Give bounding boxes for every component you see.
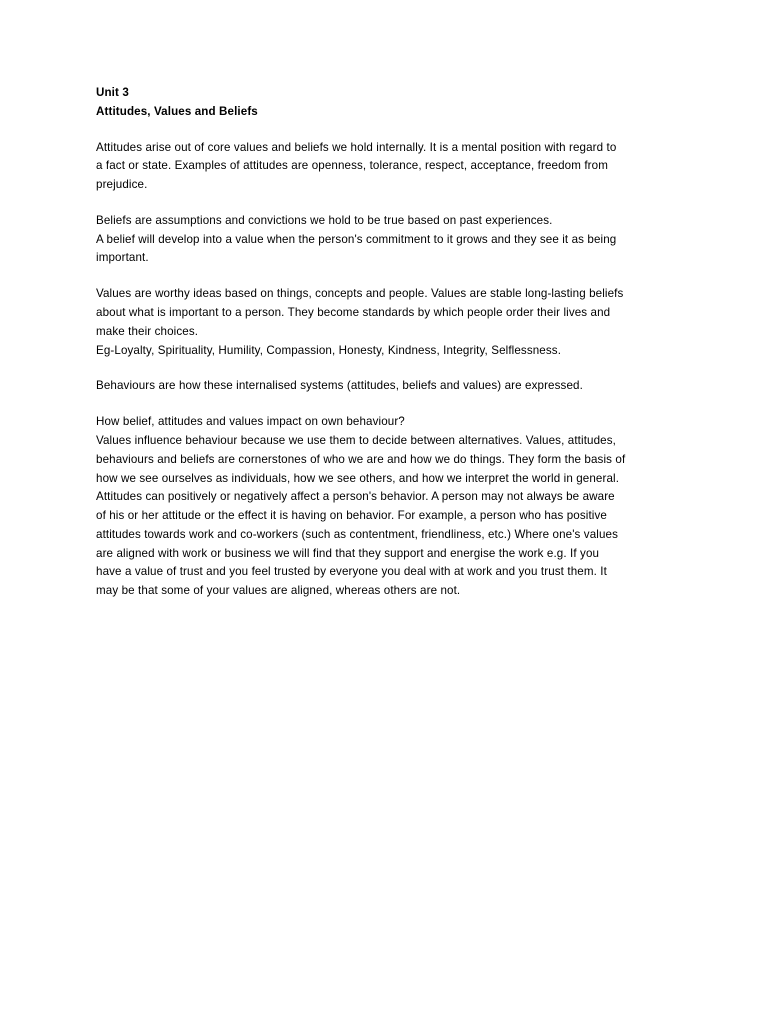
text-line: how we see ourselves as individuals, how we see others, and how we interpret the world in general.: [96, 471, 620, 485]
text-line: Eg-Loyalty, Spirituality, Humility, Compassion, Honesty, Kindness, Integrity, Selflessness.: [96, 343, 562, 357]
text-line: may be that some of your values are aligned, whereas others are not.: [96, 584, 461, 598]
text-line: prejudice.: [96, 178, 148, 192]
text-line: behaviours and beliefs are cornerstones of who we are and how we do things. They form the basis of: [96, 452, 626, 466]
text-line: Attitudes can positively or negatively affect a person's behavior. A person may not always be aware: [96, 490, 615, 504]
paragraph-impact-on-behaviour: [96, 413, 674, 601]
paragraph-gap: [96, 122, 674, 139]
paragraph-gap: [96, 396, 674, 413]
text-line: Behaviours are how these internalised systems (attitudes, beliefs and values) are expressed.: [96, 379, 583, 393]
paragraph-gap: [96, 360, 674, 377]
text-line: Values influence behaviour because we use them to decide between alternatives. Values, attitudes,: [96, 433, 616, 447]
paragraph-gap: [96, 268, 674, 285]
document-title-line-1: Unit 3: [96, 86, 129, 99]
text-line: about what is important to a person. They become standards by which people order their lives and: [96, 306, 611, 320]
text-line: make their choices.: [96, 324, 199, 338]
text-line: important.: [96, 251, 149, 265]
text-line: attitudes towards work and co-workers (such as contentment, friendliness, etc.) Where one's values: [96, 527, 619, 541]
paragraph-values-definition: [96, 285, 674, 360]
text-line: Beliefs are assumptions and convictions we hold to be true based on past experiences.: [96, 213, 553, 227]
text-line: How belief, attitudes and values impact on own behaviour?: [96, 415, 405, 429]
text-line: A belief will develop into a value when the person's commitment to it grows and they see it as being: [96, 232, 617, 246]
text-line: Attitudes arise out of core values and beliefs we hold internally. It is a mental position with regard to: [96, 140, 617, 154]
paragraph-attitudes-definition: [96, 139, 674, 195]
document-body: [96, 84, 674, 601]
document-title-line-2: Attitudes, Values and Beliefs: [96, 104, 258, 118]
text-line: have a value of trust and you feel trusted by everyone you deal with at work and you trust them. It: [96, 565, 607, 579]
text-line: Values are worthy ideas based on things, concepts and people. Values are stable long-lasting beliefs: [96, 287, 624, 301]
paragraph-behaviours-definition: [96, 377, 674, 396]
text-line: are aligned with work or business we will find that they support and energise the work e.g. If you: [96, 546, 600, 560]
text-line: a fact or state. Examples of attitudes are openness, tolerance, respect, acceptance, freedom from: [96, 159, 608, 173]
paragraph-gap: [96, 195, 674, 212]
text-line: of his or her attitude or the effect it is having on behavior. For example, a person who has positive: [96, 509, 607, 523]
paragraph-beliefs-definition: [96, 212, 674, 268]
